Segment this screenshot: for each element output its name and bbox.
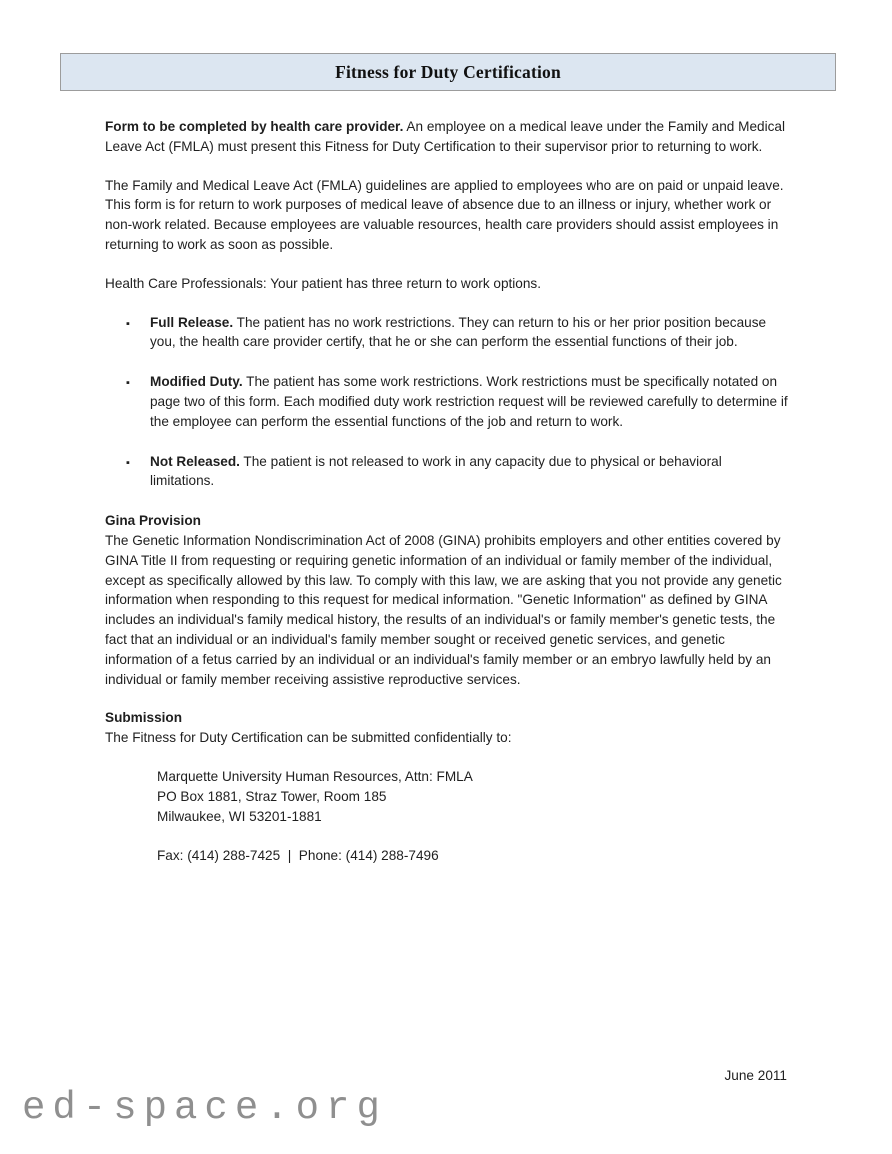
- square-bullet-icon: ▪: [126, 456, 130, 469]
- gina-provision-paragraph: The Genetic Information Nondiscrimination Act of 2008 (GINA) prohibits employers and other entities covered by GINA Title II from requesting or requiring genetic information of an individual or family member of the individual, except as specifically allowed by this law. To comply with this law, we are asking that you not provide any genetic information when responding to this request for medical information. "Genetic Information" as defined by GINA includes an individual's family medical history, the results of an individual's or family member's genetic tests, the fact that an individual or an individual's family member sought or received genetic services, and genetic information of a fetus carried by an individual or an individual's family member or an embryo lawfully held by an individual or family member receiving assistive reproductive services.: [105, 532, 782, 687]
- intro-lead-rest: An employee on a medical leave under the Family and Medical Leave Act (FMLA) must present this Fitness for Duty Certification to their supervisor prior to returning to work.: [105, 119, 785, 154]
- option-full-release: [105, 313, 789, 353]
- footer-date: June 2011: [724, 1068, 787, 1083]
- option-text: The patient is not released to work in any capacity due to physical or behavioral limitations.: [150, 453, 722, 489]
- address-line-street: PO Box 1881, Straz Tower, Room 185: [157, 788, 387, 804]
- option-label: Not Released.: [150, 453, 240, 469]
- intro-lead-bold: Form to be completed by health care provider.: [105, 119, 404, 134]
- address-line-city: Milwaukee, WI 53201-1881: [157, 808, 322, 824]
- document-title-bar: [60, 53, 836, 91]
- option-label: Modified Duty.: [150, 374, 243, 390]
- option-modified-duty: [105, 372, 789, 431]
- document-body: [105, 117, 789, 866]
- page-title: Fitness for Duty Certification: [335, 61, 561, 82]
- address-block: [157, 767, 789, 866]
- submission-heading: Submission: [105, 710, 183, 726]
- option-not-released: [105, 452, 789, 492]
- square-bullet-icon: ▪: [126, 377, 130, 390]
- fax-phone-line: Fax: (414) 288-7425 | Phone: (414) 288-7496: [157, 848, 439, 864]
- gina-provision-heading: Gina Provision: [105, 513, 201, 529]
- watermark-text: ed-space.org: [22, 1086, 387, 1130]
- submission-intro-line: The Fitness for Duty Certification can be submitted confidentially to:: [105, 730, 512, 746]
- option-label: Full Release.: [150, 314, 234, 330]
- options-intro-line: Health Care Professionals: Your patient has three return to work options.: [105, 275, 542, 291]
- address-line-org: Marquette University Human Resources, Attn: FMLA: [157, 768, 473, 784]
- square-bullet-icon: ▪: [126, 317, 130, 330]
- fmla-guidelines-paragraph: The Family and Medical Leave Act (FMLA) guidelines are applied to employees who are on paid or unpaid leave. This form is for return to work purposes of medical leave of absence due to an illness or injury, whether work or non-work related. Because employees are valuable resources, health care providers should assist employees in returning to work as soon as possible.: [105, 177, 784, 252]
- option-text: The patient has some work restrictions. Work restrictions must be specifically notated on page two of this form. Each modified duty work restriction request will be reviewed carefully to determine if the employee can perform the essential functions of the job and return to work.: [150, 374, 788, 429]
- return-to-work-options-list: [105, 313, 789, 492]
- option-text: The patient has no work restrictions. They can return to his or her prior position because you, the health care provider certify, that he or she can perform the essential functions of their job.: [150, 314, 767, 350]
- intro-paragraph: [105, 117, 789, 157]
